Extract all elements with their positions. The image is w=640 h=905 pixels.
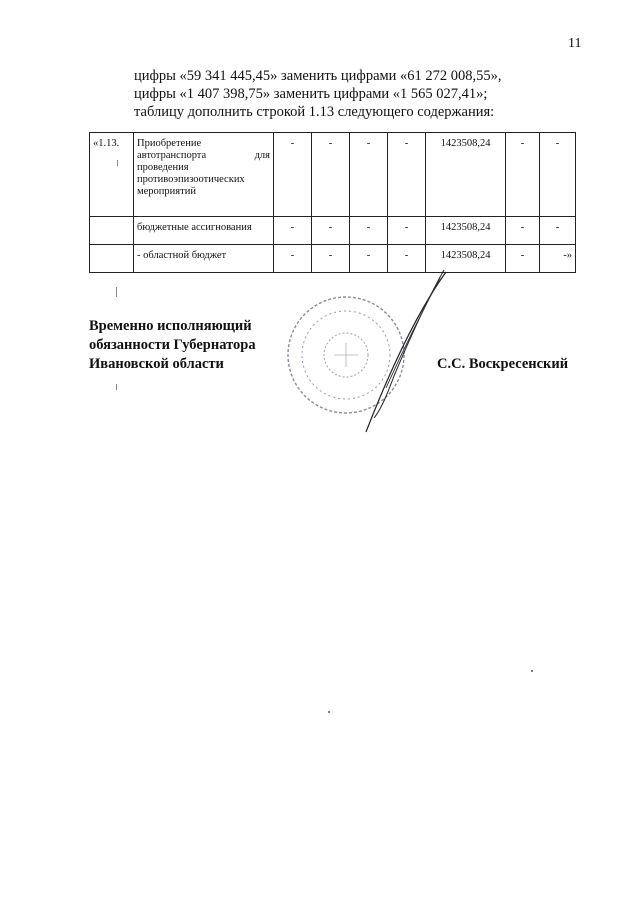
signatory-title-line-3: Ивановской области <box>89 356 224 372</box>
row-name: Приобретение автотранспорта для проведения противоэпизоотических мероприятий <box>134 133 274 217</box>
cell: - <box>350 133 388 217</box>
cell: - <box>350 245 388 273</box>
cell: - <box>274 245 312 273</box>
amendment-line-2: цифры «1 407 398,75» заменить цифрами «1 565 027,41»; <box>134 86 488 102</box>
cell: - <box>506 133 540 217</box>
signatory-title-line-1: Временно исполняющий <box>89 318 252 334</box>
signatory-name: С.С. Воскресенский <box>437 356 569 372</box>
cell: - <box>388 217 426 245</box>
row-name: бюджетные ассигнования <box>134 217 274 245</box>
amount-cell: 1423508,24 <box>426 245 506 273</box>
table-row <box>90 133 576 217</box>
amount-cell: 1423508,24 <box>426 133 506 217</box>
handwritten-signature-icon <box>360 268 450 438</box>
row-number <box>90 245 134 273</box>
cell: - <box>540 217 576 245</box>
scan-artifact <box>116 287 117 297</box>
amount-cell: 1423508,24 <box>426 217 506 245</box>
cell: - <box>312 133 350 217</box>
scan-artifact <box>117 160 118 166</box>
row-number: «1.13. <box>90 133 134 217</box>
signatory-title-line-2: обязанности Губернатора <box>89 337 256 353</box>
cell: - <box>274 133 312 217</box>
cell: - <box>312 217 350 245</box>
row-number <box>90 217 134 245</box>
row-name: - областной бюджет <box>134 245 274 273</box>
amendment-table <box>89 132 576 273</box>
scan-artifact <box>328 711 330 713</box>
cell: - <box>388 245 426 273</box>
amendment-line-1: цифры «59 341 445,45» заменить цифрами «61 272 008,55», <box>134 68 502 84</box>
cell: - <box>350 217 388 245</box>
cell: - <box>540 133 576 217</box>
page-number: 11 <box>568 36 582 51</box>
table-row <box>90 217 576 245</box>
cell: - <box>312 245 350 273</box>
cell: -» <box>540 245 576 273</box>
cell: - <box>388 133 426 217</box>
cell: - <box>274 217 312 245</box>
scan-artifact <box>531 670 533 672</box>
amendment-line-3: таблицу дополнить строкой 1.13 следующего содержания: <box>134 104 495 120</box>
scan-artifact <box>116 384 117 390</box>
signatory-title <box>89 317 256 374</box>
cell: - <box>506 245 540 273</box>
amendment-text <box>134 67 554 121</box>
cell: - <box>506 217 540 245</box>
table-row <box>90 245 576 273</box>
